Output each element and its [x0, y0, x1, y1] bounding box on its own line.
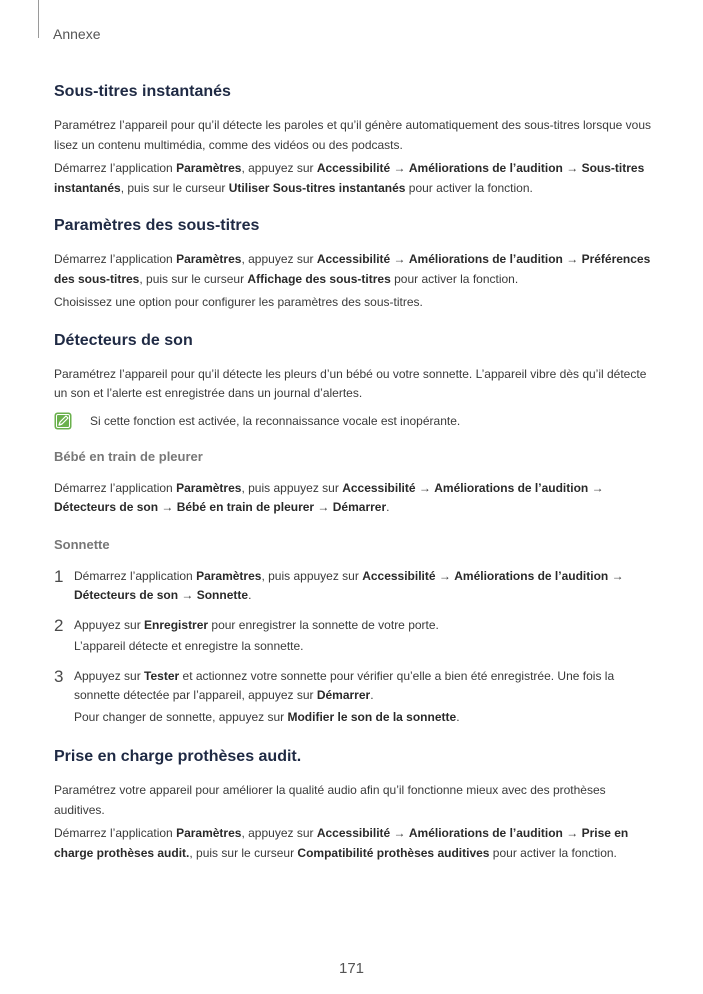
text-run: →: [390, 252, 409, 266]
margin-rule: [38, 0, 39, 38]
bold-term: Améliorations de l’audition: [408, 161, 563, 175]
text-run: →: [314, 500, 333, 514]
text-run: .: [456, 709, 460, 724]
subsection-sonnette: [54, 536, 654, 730]
step-item: [54, 616, 654, 659]
text-run: , appuyez sur: [241, 826, 317, 840]
text-run: , puis appuyez sur: [241, 480, 343, 495]
text-run: →: [608, 568, 624, 583]
section-title: Prise en charge prothèses audit.: [54, 748, 302, 765]
text-run: , appuyez sur: [241, 161, 317, 175]
paragraph: Paramétrez votre appareil pour améliorer la qualité audio afin qu’il fonctionne mieux avec des prothèses auditives.: [54, 783, 606, 817]
bold-term: Améliorations de l’audition: [408, 252, 563, 266]
step-body: [74, 616, 439, 659]
bold-term: Détecteurs de son: [54, 500, 159, 514]
bold-term: Sous-titres instantanés: [54, 161, 645, 195]
bold-term: Prise en charge prothèses audit.: [54, 826, 629, 860]
step-number: 1: [54, 566, 64, 586]
step-text: [74, 616, 439, 636]
text-run: →: [390, 161, 409, 175]
text-run: , puis sur le curseur: [189, 845, 298, 860]
text-run: Démarrez l’application: [54, 826, 177, 840]
text-run: →: [415, 480, 435, 495]
text-run: et actionnez votre sonnette pour vérifier qu’elle a bien été enregistrée. Une fois la sonnette détectée par l’appareil, appuyez sur: [74, 668, 615, 702]
text-run: Démarrez l’application: [54, 252, 177, 266]
step-number: 3: [54, 666, 64, 686]
text-run: →: [562, 161, 582, 175]
step-number: 2: [54, 615, 64, 635]
text-run: .: [386, 500, 390, 514]
text-run: →: [158, 500, 177, 514]
step-item: [54, 567, 654, 608]
bold-term: Préférences des sous-titres: [54, 252, 651, 286]
text-run: Démarrez l’application: [74, 568, 197, 583]
step-text: [74, 637, 439, 657]
bold-term: Accessibilité: [362, 568, 436, 583]
subsection-bebe: [54, 448, 654, 518]
bold-term: Démarrer: [316, 688, 371, 702]
bold-term: Paramètres: [196, 568, 262, 583]
section-title: Sous-titres instantanés: [54, 83, 231, 100]
running-header: Annexe: [53, 26, 101, 42]
bold-term: Paramètres: [176, 161, 242, 175]
text-run: , appuyez sur: [241, 252, 317, 266]
bold-term: Paramètres: [176, 252, 242, 266]
bold-term: Démarrer: [332, 500, 387, 514]
text-run: →: [588, 480, 604, 495]
text-run: →: [390, 826, 409, 840]
bold-term: Accessibilité: [316, 252, 391, 266]
step-body: [74, 667, 654, 730]
step-body: [74, 567, 654, 608]
text-run: .: [370, 688, 374, 702]
text-run: .: [248, 588, 252, 602]
bold-term: Enregistrer: [144, 617, 209, 632]
bold-term: Paramètres: [176, 480, 242, 495]
text-run: L’appareil détecte et enregistre la sonnette.: [74, 639, 304, 653]
paragraph: [54, 824, 654, 863]
text-run: →: [178, 588, 197, 602]
text-run: pour activer la fonction.: [405, 180, 533, 195]
section-title: Paramètres des sous-titres: [54, 217, 260, 234]
bold-term: Accessibilité: [342, 480, 416, 495]
text-run: pour activer la fonction.: [390, 271, 519, 286]
bold-term: Accessibilité: [316, 826, 391, 840]
step-text: [74, 708, 654, 728]
text-run: pour enregistrer la sonnette de votre porte.: [208, 617, 439, 632]
text-run: Démarrez l’application: [54, 480, 177, 495]
text-run: Appuyez sur: [74, 668, 145, 683]
text-run: , puis appuyez sur: [261, 568, 363, 583]
subsection-title: Bébé en train de pleurer: [54, 448, 203, 464]
bold-term: Améliorations de l’audition: [408, 826, 563, 840]
paragraph: Paramétrez l’appareil pour qu’il détecte les pleurs d’un bébé ou votre sonnette. L’appareil vibre dès qu’il détecte un son et l’alerte est enregistrée dans un journal d’alertes.: [54, 366, 647, 400]
bold-term: Affichage des sous-titres: [247, 271, 391, 286]
step-text: [74, 567, 654, 606]
bold-term: Paramètres: [176, 826, 242, 840]
bold-term: Modifier le son de la sonnette: [287, 709, 457, 724]
step-item: [54, 667, 654, 730]
section-protheses-auditives: [54, 747, 654, 863]
text-run: Appuyez sur: [74, 617, 145, 632]
text-run: , puis sur le curseur: [120, 180, 229, 195]
page-content: [54, 82, 654, 881]
subsection-title: Sonnette: [54, 536, 110, 552]
text-run: Pour changer de sonnette, appuyez sur: [74, 709, 288, 724]
paragraph: [54, 159, 654, 198]
bold-term: Bébé en train de pleurer: [176, 500, 315, 514]
note-text: Si cette fonction est activée, la reconnaissance vocale est inopérante.: [90, 413, 461, 428]
paragraph: [54, 479, 654, 518]
text-run: →: [562, 252, 582, 266]
bold-term: Accessibilité: [316, 161, 391, 175]
text-run: pour activer la fonction.: [489, 845, 617, 860]
paragraph: Paramétrez l’appareil pour qu’il détecte les paroles et qu’il génère automatiquement des sous-titres lorsque vous lisez un contenu multimédia, comme des vidéos ou des podcasts.: [54, 118, 651, 152]
section-sous-titres-instantanes: [54, 82, 654, 198]
note: [54, 412, 654, 430]
section-title: Détecteurs de son: [54, 331, 193, 349]
bold-term: Tester: [144, 668, 180, 683]
bold-term: Sonnette: [196, 588, 249, 602]
text-run: →: [435, 568, 455, 583]
step-text: [74, 667, 654, 706]
text-run: →: [562, 826, 582, 840]
bold-term: Améliorations de l’audition: [454, 568, 609, 583]
section-detecteurs-de-son: [54, 331, 654, 430]
bold-term: Utiliser Sous-titres instantanés: [228, 180, 406, 195]
bold-term: Améliorations de l’audition: [434, 480, 589, 495]
bold-term: Détecteurs de son: [74, 588, 179, 602]
paragraph: Choisissez une option pour configurer les paramètres des sous-titres.: [54, 295, 423, 309]
text-run: Démarrez l’application: [54, 161, 177, 175]
bold-term: Compatibilité prothèses auditives: [297, 845, 490, 860]
paragraph: [54, 250, 654, 289]
section-parametres-sous-titres: [54, 216, 654, 313]
text-run: , puis sur le curseur: [139, 271, 248, 286]
steps-list: [54, 567, 654, 730]
page-number: 171: [338, 960, 365, 977]
note-pencil-icon: [54, 412, 72, 430]
